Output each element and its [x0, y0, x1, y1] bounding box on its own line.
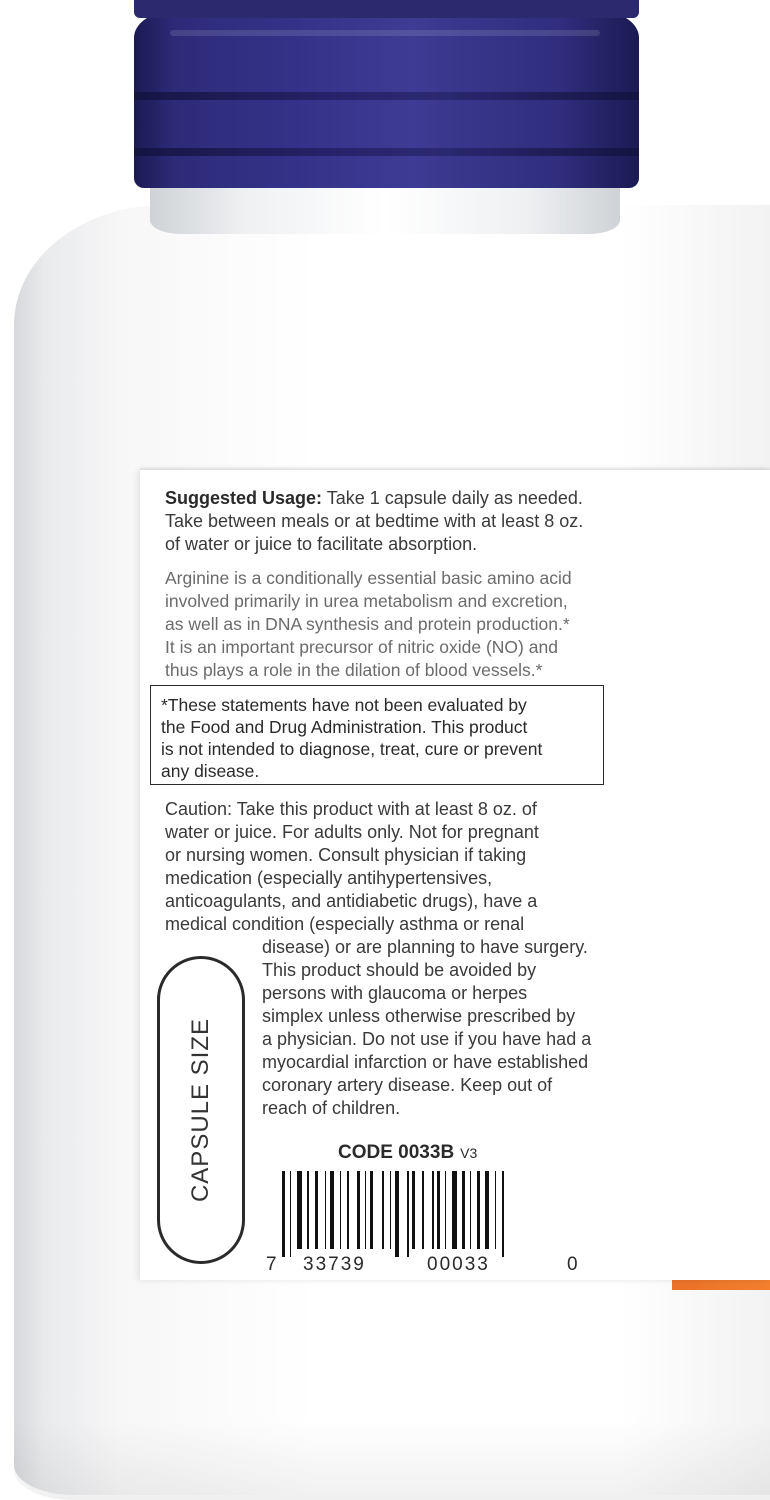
caution-line: a physician. Do not use if you have had a	[262, 1029, 592, 1049]
description-line: It is an important precursor of nitric oxide (NO) and	[165, 637, 558, 657]
disclaimer-line: the Food and Drug Administration. This product	[161, 717, 528, 737]
description-line: as well as in DNA synthesis and protein production.*	[165, 614, 570, 634]
barcode-bar	[315, 1171, 318, 1249]
barcode-bar	[297, 1171, 302, 1249]
disclaimer-line: is not intended to diagnose, treat, cure or prevent	[161, 739, 543, 759]
barcode-bar	[282, 1171, 285, 1257]
caution-line: simplex unless otherwise prescribed by	[262, 1006, 576, 1026]
usage-line: of water or juice to facilitate absorption.	[165, 534, 478, 554]
arginine-description	[165, 567, 735, 682]
caution-line: myocardial infarction or have established	[262, 1052, 589, 1072]
caution-line: or nursing women. Consult physician if taking	[165, 845, 527, 865]
barcode-bar	[307, 1171, 309, 1249]
caution-line: Caution: Take this product with at least 8 oz. of	[165, 799, 537, 819]
usage-line: Take between meals or at bedtime with at least 8 oz.	[165, 511, 584, 531]
capsule-size-label: CAPSULE SIZE	[187, 1017, 214, 1203]
code-text: CODE 0033B	[338, 1142, 455, 1163]
barcode-bar	[432, 1171, 434, 1249]
usage-line: Take 1 capsule daily as needed.	[322, 488, 583, 508]
description-line: Arginine is a conditionally essential basic amino acid	[165, 568, 572, 588]
bottle-neck	[150, 188, 620, 234]
barcode-bar	[445, 1171, 447, 1249]
product-code	[338, 1142, 477, 1164]
caution-line: persons with glaucoma or herpes	[262, 983, 528, 1003]
caution-text	[165, 798, 635, 936]
caution-line: This product should be avoided by	[262, 960, 537, 980]
barcode-bar	[330, 1171, 335, 1249]
barcode-bar	[422, 1171, 424, 1249]
barcode-bar	[412, 1171, 415, 1249]
caution-line: water or juice. For adults only. Not for pregnant	[165, 822, 539, 842]
cap-top	[134, 0, 639, 18]
description-line: involved primarily in urea metabolism and excretion,	[165, 591, 568, 611]
barcode-digit: 00033	[427, 1254, 490, 1275]
bottle-shadow	[14, 1420, 770, 1500]
barcode-bar	[395, 1171, 400, 1257]
bottle-cap	[134, 12, 639, 188]
disclaimer-line: any disease.	[161, 761, 260, 781]
barcode-digit: 33739	[303, 1254, 366, 1275]
usage-heading: Suggested Usage:	[165, 488, 323, 508]
barcode-bar	[470, 1171, 472, 1249]
barcode-bar	[325, 1171, 327, 1249]
disclaimer-line: *These statements have not been evaluated by	[161, 695, 527, 715]
code-version: V3	[460, 1145, 478, 1161]
barcode-bar	[290, 1171, 292, 1257]
barcode-bar	[390, 1171, 392, 1249]
cap-ridge	[134, 148, 639, 156]
barcode-bar	[382, 1171, 384, 1249]
barcode	[282, 1171, 557, 1249]
caution-line: medical condition (especially asthma or renal	[165, 914, 525, 934]
barcode-bar	[502, 1171, 504, 1257]
barcode-bar	[357, 1171, 360, 1249]
suggested-usage	[165, 487, 730, 556]
barcode-bar	[437, 1171, 440, 1249]
cap-highlight	[170, 30, 600, 36]
caution-line: disease) or are planning to have surgery.	[262, 937, 588, 957]
barcode-bar	[495, 1171, 497, 1249]
caution-line: reach of children.	[262, 1098, 401, 1118]
caution-line: coronary artery disease. Keep out of	[262, 1075, 553, 1095]
barcode-bar	[452, 1171, 457, 1249]
cap-ridge	[134, 92, 639, 100]
barcode-bar	[407, 1171, 409, 1257]
barcode-digit: 0	[567, 1254, 580, 1275]
caution-text-continued	[262, 936, 662, 1120]
barcode-bar	[477, 1171, 480, 1249]
caution-line: anticoagulants, and antidiabetic drugs), have a	[165, 891, 538, 911]
fda-disclaimer-box	[150, 685, 604, 785]
barcode-bar	[485, 1171, 490, 1249]
barcode-bar	[462, 1171, 465, 1249]
barcode-bar	[347, 1171, 349, 1249]
barcode-bar	[340, 1171, 342, 1249]
barcode-bar	[370, 1171, 373, 1249]
barcode-digit: 7	[266, 1254, 279, 1275]
description-line: thus plays a role in the dilation of blood vessels.*	[165, 660, 543, 680]
barcode-bar	[365, 1171, 367, 1249]
caution-line: medication (especially antihypertensives,	[165, 868, 493, 888]
